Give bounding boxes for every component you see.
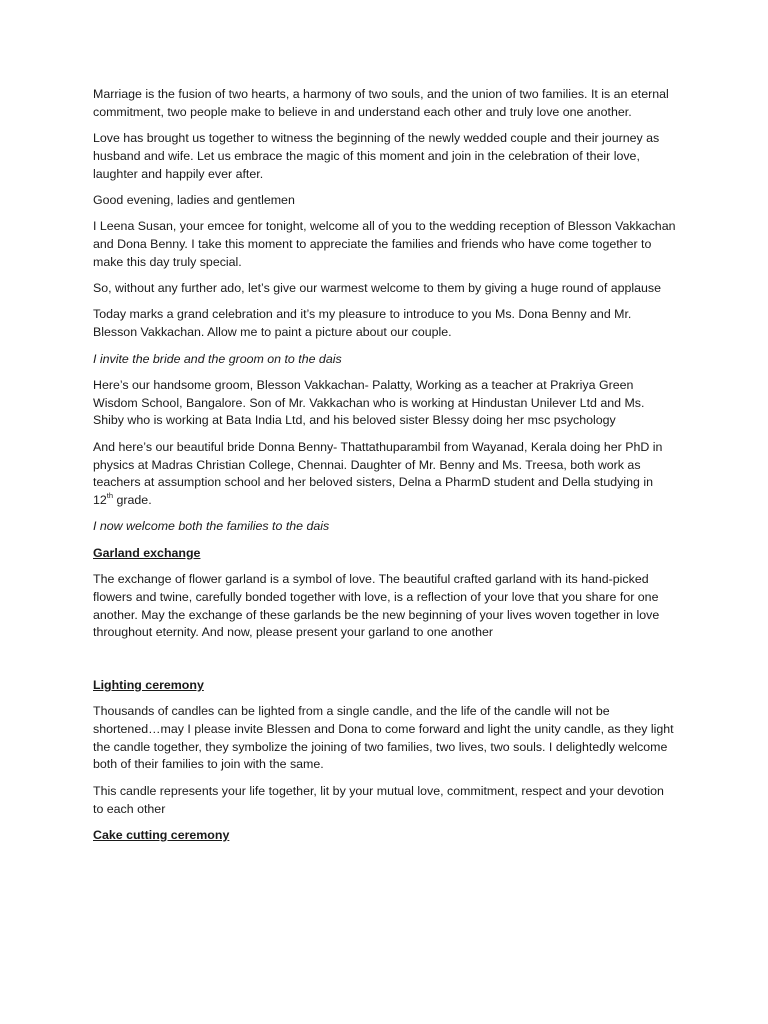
paragraph-candles: Thousands of candles can be lighted from a single candle, and the life of the candle will not be shortened…may I please invite Blessen and Dona to come forward and light the unity candle, as they light the candle together, they symbolize the joining of two families, two lives, two souls. I delightedly welcome both of their families to join with the same.	[93, 704, 674, 772]
heading-garland-exchange: Garland exchange	[93, 545, 201, 560]
paragraph-invite-couple: I invite the bride and the groom on to the dais	[93, 351, 342, 366]
paragraph-celebration: Today marks a grand celebration and it’s my pleasure to introduce to you Ms. Dona Benny and Mr. Blesson Vakkachan. Allow me to paint a picture about our couple.	[93, 307, 632, 340]
heading-lighting-ceremony: Lighting ceremony	[93, 677, 204, 692]
bride-text-end: grade.	[113, 493, 152, 508]
paragraph-emcee: I Leena Susan, your emcee for tonight, welcome all of you to the wedding reception of Blesson Vakkachan and Dona Benny. I take this moment to appreciate the families and friends who have come together to make this day truly special.	[93, 219, 676, 269]
paragraph-garland: The exchange of flower garland is a symbol of love. The beautiful crafted garland with its hand-picked flowers and twine, carefully bonded together with love, is a reflection of your love that you share for one another. May the exchange of these garlands be the new beginning of your lives woven together in love throughout eternity. And now, please present your garland to one another	[93, 572, 660, 640]
heading-cake-cutting: Cake cutting ceremony	[93, 827, 230, 842]
ordinal-suffix: th	[106, 491, 114, 501]
paragraph-intro: Marriage is the fusion of two hearts, a harmony of two souls, and the union of two families. It is an eternal commitment, two people make to believe in and understand each other and truly love one another.	[93, 87, 669, 119]
paragraph-bride	[93, 439, 676, 510]
paragraph-candle-meaning: This candle represents your life together, lit by your mutual love, commitment, respect and your devotion to each other	[93, 783, 664, 816]
bride-text: And here’s our beautiful bride Donna Benny- Thattathuparambil from Wayanad, Kerala doing her PhD in physics at Madras Christian College, Chennai. Daughter of Mr. Benny and Ms. Treesa, both work as teachers at assumption school and her beloved sisters, Delna a PharmD student and Della studying in 12	[93, 439, 663, 508]
paragraph-applause: So, without any further ado, let’s give our warmest welcome to them by giving a huge round of applause	[93, 281, 661, 296]
paragraph-groom: Here’s our handsome groom, Blesson Vakkachan- Palatty, Working as a teacher at Prakriya Green Wisdom School, Bangalore. Son of Mr. Vakkachan who is working at Hindustan Unilever Ltd and Ms. Shiby who is working at Bata India Ltd, and his beloved sister Blessy doing her msc psychology	[93, 377, 645, 428]
paragraph-greeting: Good evening, ladies and gentlemen	[93, 192, 295, 207]
spacer	[93, 651, 676, 677]
paragraph-welcome-families: I now welcome both the families to the dais	[93, 519, 330, 534]
paragraph-love: Love has brought us together to witness the beginning of the newly wedded couple and their journey as husband and wife. Let us embrace the magic of this moment and join in the celebration of their love, laughter and happily ever after.	[93, 131, 660, 181]
